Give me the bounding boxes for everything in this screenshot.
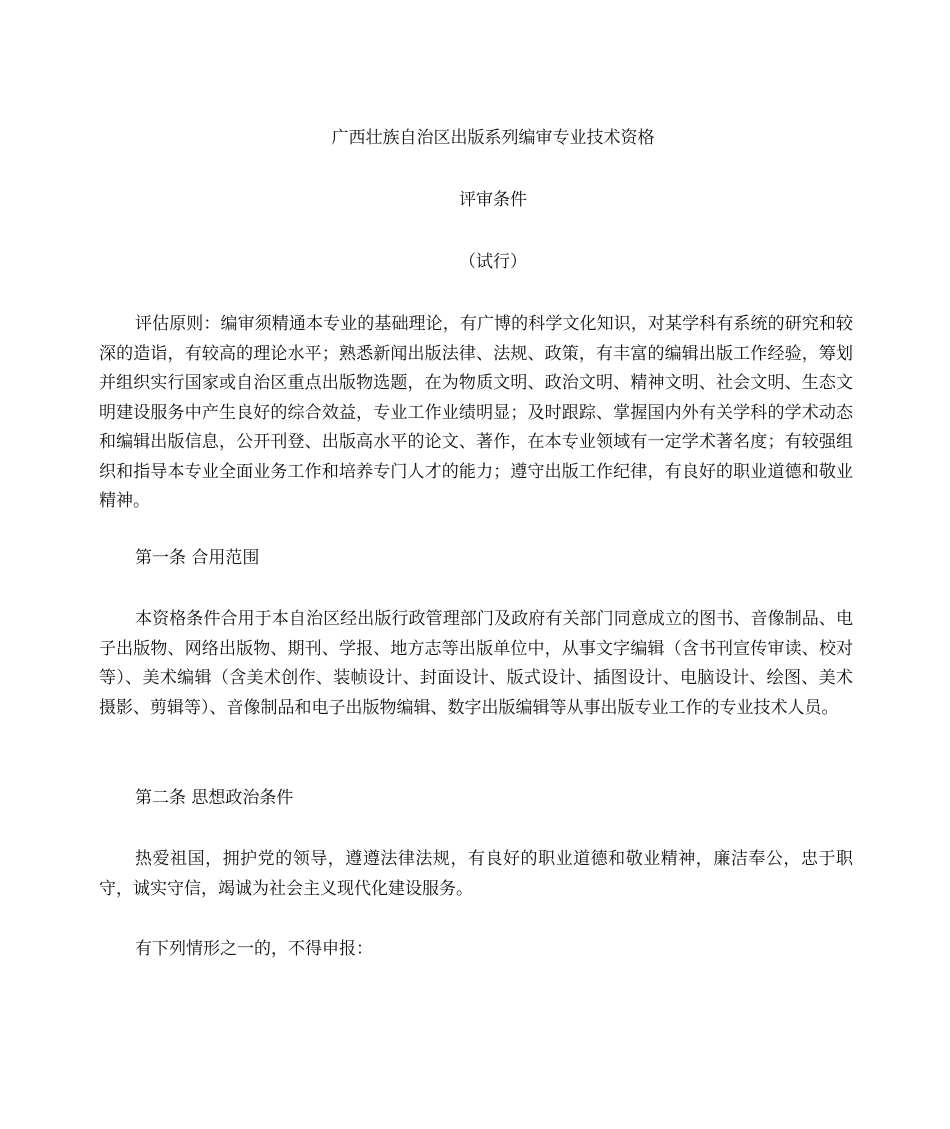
politics-paragraph: 热爱祖国，拥护党的领导，遵遵法律法规，有良好的职业道德和敬业精神，廉洁奉公，忠于职守，诚实守信，竭诚为社会主义现代化建设服务。 [99, 849, 853, 899]
principle-paragraph: 评估原则：编审须精通本专业的基础理论，有广博的科学文化知识，对某学科有系统的研究和较深的造诣，有较高的理论水平；熟悉新闻出版法律、法规、政策，有丰富的编辑出版工作经验，筹划并组织实行国家或自治区重点出版物选题，在为物质文明、政治文明、精神文明、社会文明、生态文明建设服务中产生良好的综合效益，专业工作业绩明显；及时跟踪、掌握国内外有关学科的学术动态和编辑出版信息，公开刊登、出版高水平的论文、著作，在本专业领域有一定学术著名度；有较强组织和指导本专业全面业务工作和培养专门人才的能力；遵守出版工作纪律，有良好的职业道德和敬业精神。 [99, 314, 853, 511]
document-title: 广西壮族自治区出版系列编审专业技术资格 [331, 128, 655, 148]
document-subtitle: 评审条件 [459, 190, 527, 210]
article-1-heading: 第一条 合用范围 [135, 548, 260, 568]
trial-note: （试行） [459, 252, 527, 272]
article-2-heading: 第二条 思想政治条件 [135, 788, 294, 808]
conditions-intro: 有下列情形之一的，不得申报： [135, 939, 373, 959]
scope-paragraph: 本资格条件合用于本自治区经出版行政管理部门及政府有关部门同意成立的图书、音像制品、电子出版物、网络出版物、期刊、学报、地方志等出版单位中，从事文字编辑（含书刊宣传审读、校对等）、美术编辑（含美术创作、装帧设计、封面设计、版式设计、插图设计、电脑设计、绘图、美术摄影、剪辑等）、音像制品和电子出版物编辑、数字出版编辑等从事出版专业工作的专业技术人员。 [99, 609, 853, 718]
